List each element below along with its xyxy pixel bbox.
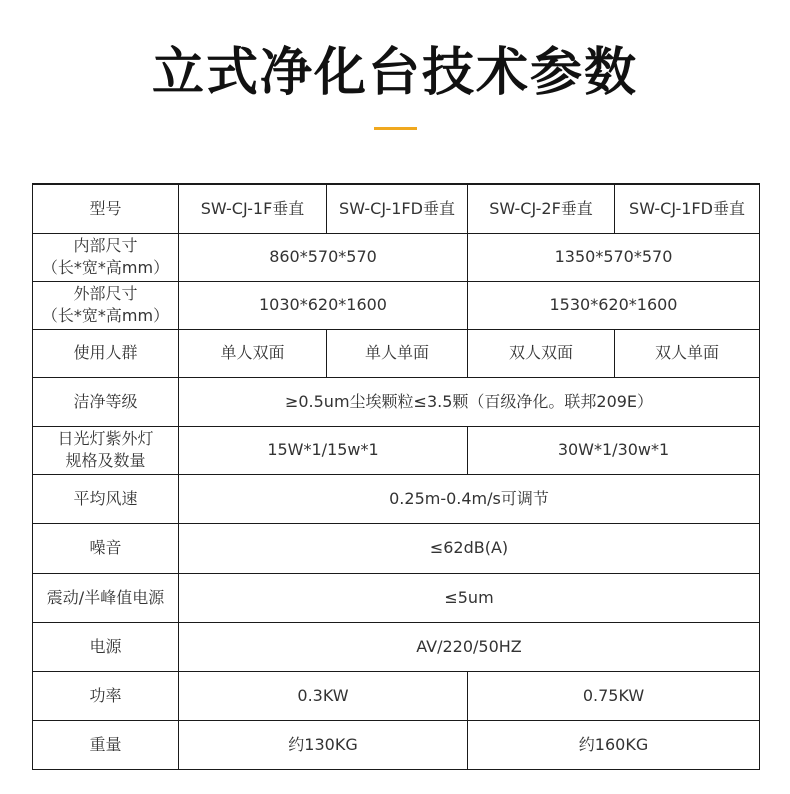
table-row (33, 671, 760, 720)
noise-cell: ≤62dB(A) (179, 523, 760, 573)
power-cell: 0.75KW (468, 671, 760, 720)
weight-cell: 约160KG (468, 720, 760, 769)
table-row (33, 377, 760, 426)
label-line: 外部尺寸 (73, 284, 138, 303)
title-underline (374, 127, 417, 130)
power-cell: 0.3KW (179, 671, 468, 720)
row-label-outer-size (33, 281, 179, 329)
label-line: 规格及数量 (65, 451, 146, 470)
row-label-noise: 噪音 (33, 523, 179, 573)
table-row (33, 329, 760, 377)
table-row (33, 523, 760, 573)
label-line: 内部尺寸 (73, 236, 138, 255)
users-cell: 单人双面 (179, 329, 327, 377)
table-row (33, 474, 760, 523)
row-label-users: 使用人群 (33, 329, 179, 377)
row-label-model: 型号 (33, 184, 179, 233)
weight-cell: 约130KG (179, 720, 468, 769)
vibration-cell: ≤5um (179, 573, 760, 622)
table-row (33, 622, 760, 671)
table-row (33, 720, 760, 769)
row-label-power-supply: 电源 (33, 622, 179, 671)
row-label-power: 功率 (33, 671, 179, 720)
model-cell: SW-CJ-1F垂直 (179, 184, 327, 233)
lamps-cell: 30W*1/30w*1 (468, 426, 760, 474)
label-line: 日光灯紫外灯 (57, 429, 154, 448)
label-line: （长*宽*高mm） (41, 306, 170, 325)
row-label-inner-size (33, 233, 179, 281)
row-label-lamps (33, 426, 179, 474)
users-cell: 双人双面 (468, 329, 615, 377)
outer-size-cell: 1530*620*1600 (468, 281, 760, 329)
spec-table (32, 183, 760, 770)
model-cell: SW-CJ-1FD垂直 (615, 184, 760, 233)
inner-size-cell: 860*570*570 (179, 233, 468, 281)
clean-level-cell: ≥0.5um尘埃颗粒≤3.5颗（百级净化。联邦209E） (179, 377, 760, 426)
table-row (33, 281, 760, 329)
label-line: （长*宽*高mm） (41, 258, 170, 277)
users-cell: 双人单面 (615, 329, 760, 377)
inner-size-cell: 1350*570*570 (468, 233, 760, 281)
table-row (33, 184, 760, 233)
users-cell: 单人单面 (327, 329, 468, 377)
table-row (33, 426, 760, 474)
outer-size-cell: 1030*620*1600 (179, 281, 468, 329)
lamps-cell: 15W*1/15w*1 (179, 426, 468, 474)
row-label-air-speed: 平均风速 (33, 474, 179, 523)
air-speed-cell: 0.25m-0.4m/s可调节 (179, 474, 760, 523)
page-title: 立式净化台技术参数 (151, 43, 638, 103)
model-cell: SW-CJ-2F垂直 (468, 184, 615, 233)
table-row (33, 233, 760, 281)
row-label-clean-level: 洁净等级 (33, 377, 179, 426)
row-label-weight: 重量 (33, 720, 179, 769)
table-row (33, 573, 760, 622)
model-cell: SW-CJ-1FD垂直 (327, 184, 468, 233)
row-label-vibration: 震动/半峰值电源 (33, 573, 179, 622)
power-supply-cell: AV/220/50HZ (179, 622, 760, 671)
